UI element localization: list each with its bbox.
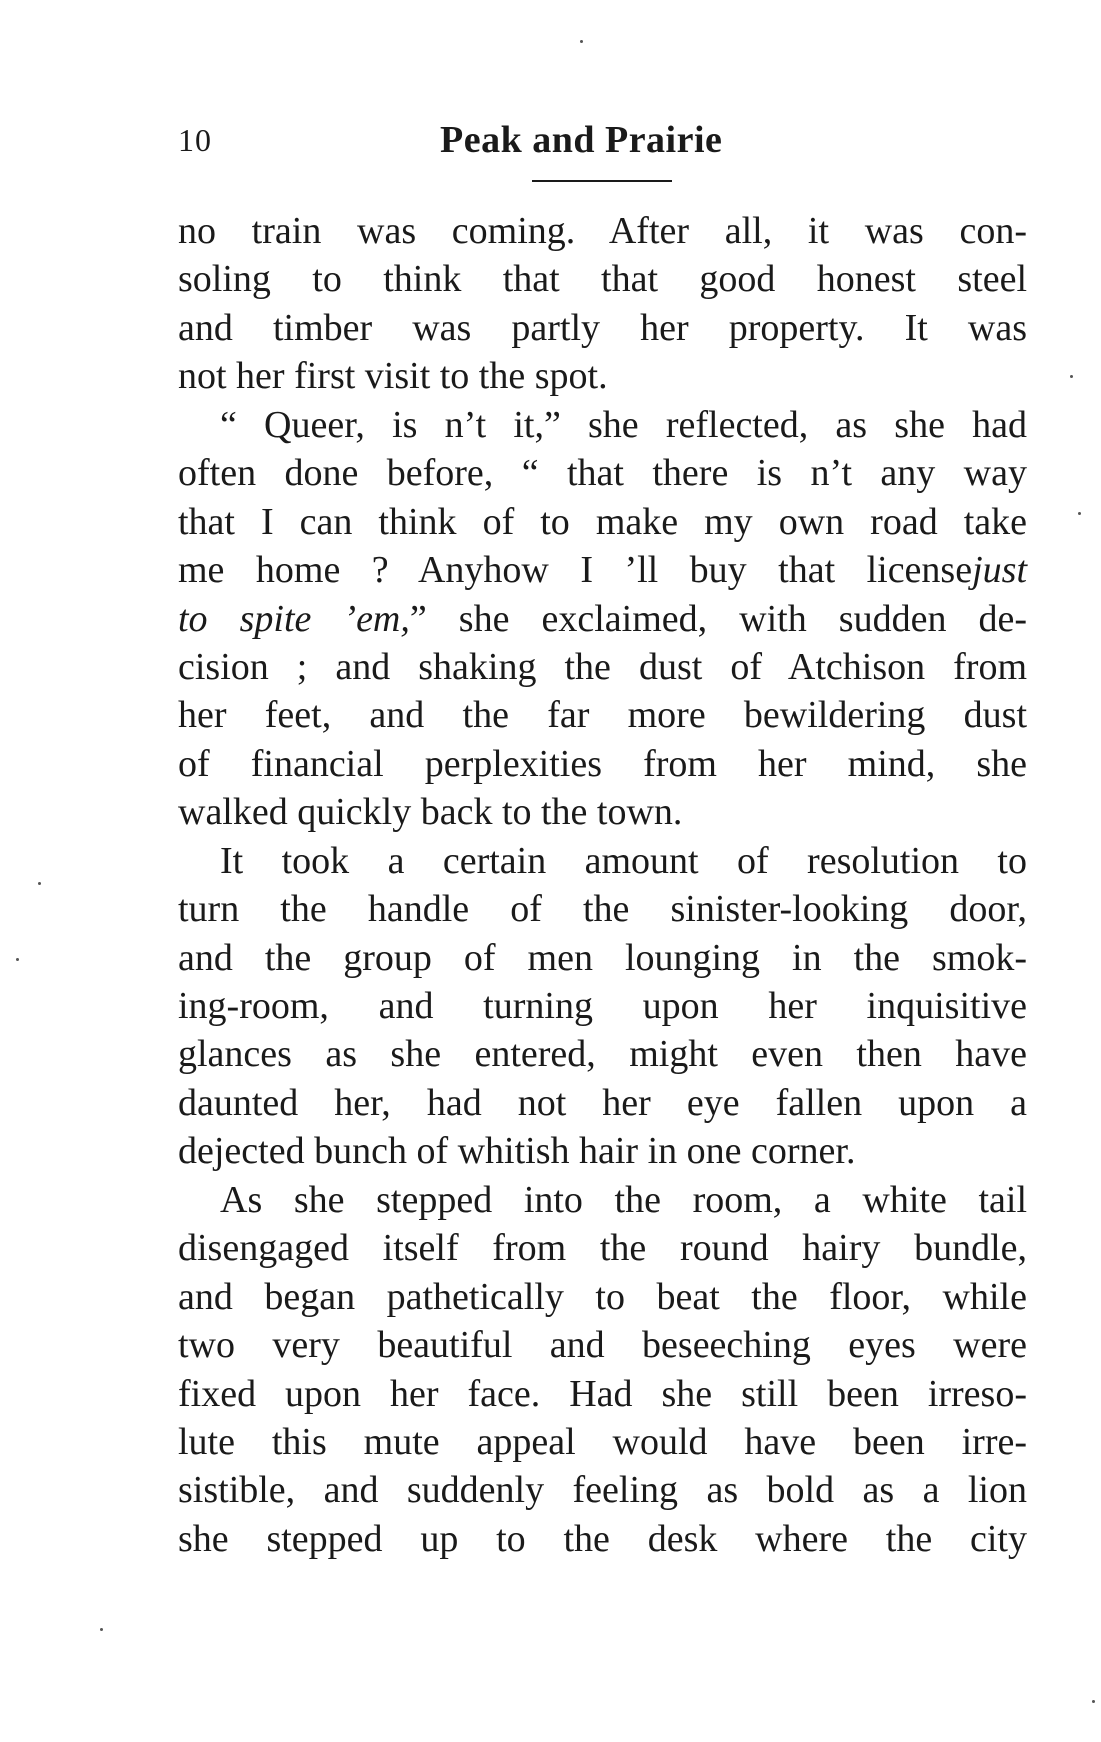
text-line: and the group of men lounging in the smok- xyxy=(178,936,1027,979)
text-line xyxy=(178,546,1027,594)
text-line: ing-room, and turning upon her inquisitive xyxy=(178,985,1027,1027)
paper-speck xyxy=(580,40,583,43)
line-text: ” she exclaimed, with sudden de- xyxy=(409,597,1028,640)
italic-word: just xyxy=(972,549,1027,592)
paper-speck xyxy=(100,1628,103,1631)
text-line xyxy=(178,595,1027,643)
text-line: that I can think of to make my own road take xyxy=(178,500,1027,543)
text-line: fixed upon her face. Had she still been irreso- xyxy=(178,1372,1027,1415)
text-line: walked quickly back to the town. xyxy=(178,791,683,834)
text-line: and began pathetically to beat the floor, while xyxy=(178,1275,1027,1318)
text-line: sistible, and suddenly feeling as bold as a lion xyxy=(178,1469,1027,1512)
text-line: soling to think that that good honest steel xyxy=(178,258,1027,301)
paper-speck xyxy=(1092,1700,1095,1703)
text-line: cision ; and shaking the dust of Atchison from xyxy=(178,645,1027,688)
text-line: lute this mute appeal would have been irre- xyxy=(178,1420,1027,1463)
text-line: glances as she entered, might even then have xyxy=(178,1033,1027,1076)
italic-phrase: to spite ’em, xyxy=(178,597,410,640)
text-line: disengaged itself from the round hairy bundle, xyxy=(178,1227,1027,1270)
text-line: It took a certain amount of resolution to xyxy=(220,839,1027,882)
paper-speck xyxy=(1070,375,1073,378)
text-line: often done before, “ that there is n’t any way xyxy=(178,452,1027,495)
running-title: Peak and Prairie xyxy=(440,119,723,161)
page-number: 10 xyxy=(178,122,212,158)
text-line: of financial perplexities from her mind, she xyxy=(178,742,1027,785)
line-text: me home ? Anyhow I ’ll buy that license xyxy=(178,549,973,592)
text-line: two very beautiful and beseeching eyes were xyxy=(178,1324,1027,1367)
paper-speck xyxy=(1078,512,1081,515)
paper-speck xyxy=(16,958,19,961)
text-line: daunted her, had not her eye fallen upon a xyxy=(178,1081,1027,1124)
header-rule xyxy=(532,180,672,182)
paper-speck xyxy=(38,882,41,885)
text-line: no train was coming. After all, it was con- xyxy=(178,210,1027,252)
text-line: turn the handle of the sinister-looking door, xyxy=(178,888,1027,931)
text-line: and timber was partly her property. It was xyxy=(178,306,1027,349)
text-line: dejected bunch of whitish hair in one corner. xyxy=(178,1130,856,1173)
text-line: her feet, and the far more bewildering dust xyxy=(178,694,1027,737)
text-line: she stepped up to the desk where the city xyxy=(178,1517,1027,1560)
text-line: not her first visit to the spot. xyxy=(178,355,608,398)
text-line: “ Queer, is n’t it,” she reflected, as she had xyxy=(220,403,1027,446)
body-text xyxy=(178,207,1027,1563)
text-line: As she stepped into the room, a white tail xyxy=(220,1178,1027,1221)
